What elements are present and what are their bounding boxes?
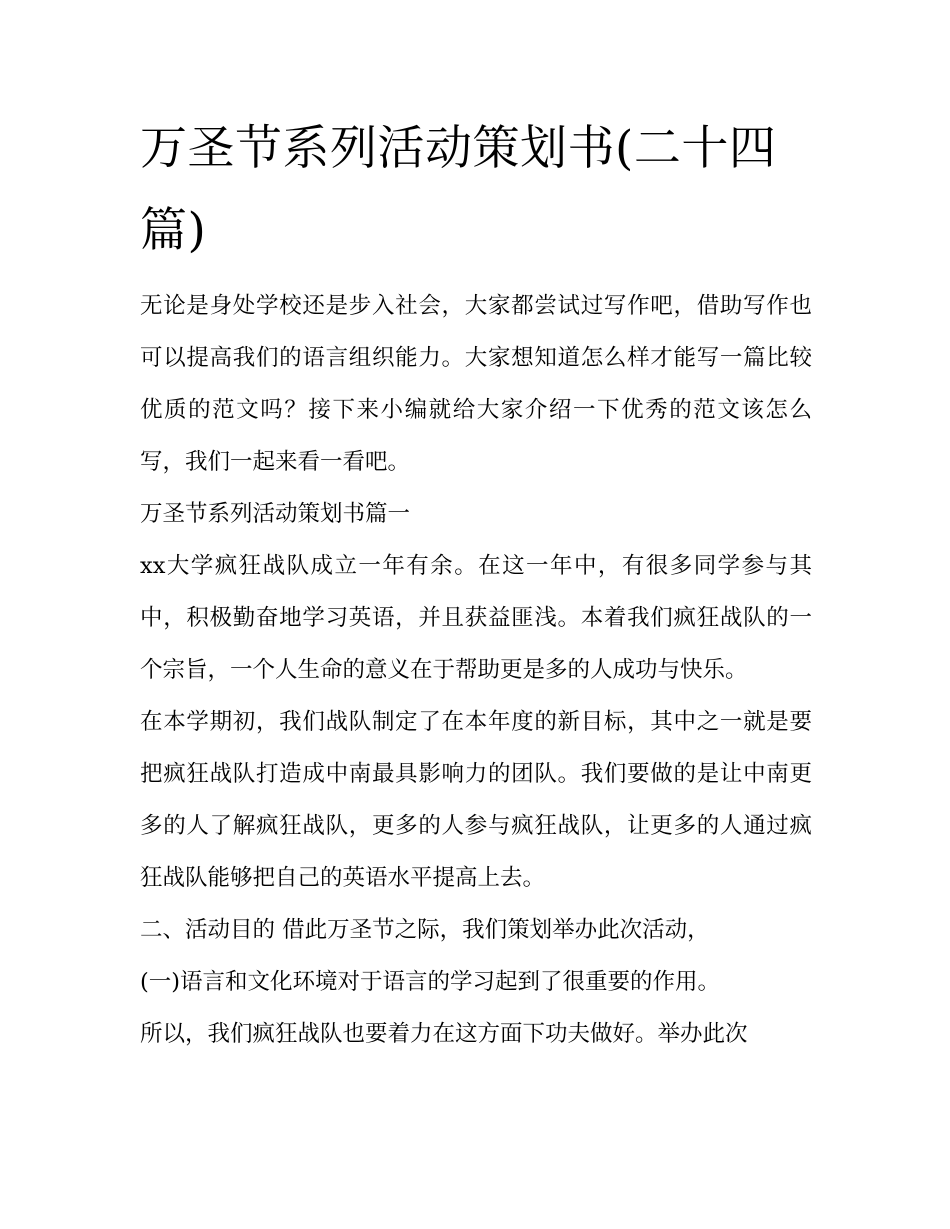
body-paragraph: 二、活动目的 借此万圣节之际，我们策划举办此次活动， [140, 917, 710, 943]
section-heading: 万圣节系列活动策划书篇一 [140, 501, 411, 527]
body-paragraph: (一)语言和文化环境对于语言的学习起到了很重要的作用。 [140, 969, 721, 995]
document-body [140, 280, 812, 1060]
body-paragraph: 在本学期初，我们战队制定了在本年度的新目标，其中之一就是要把疯狂战队打造成中南最具影响力的团队。我们要做的是让中南更多的人了解疯狂战队，更多的人参与疯狂战队，让更多的人通过疯狂战队能够把自己的英语水平提高上去。 [140, 709, 812, 891]
intro-paragraph: 无论是身处学校还是步入社会，大家都尝试过写作吧，借助写作也可以提高我们的语言组织能力。大家想知道怎么样才能写一篇比较优质的范文吗？接下来小编就给大家介绍一下优秀的范文该怎么写，我们一起来看一看吧。 [140, 293, 812, 475]
body-paragraph: xx大学疯狂战队成立一年有余。在这一年中，有很多同学参与其中，积极勤奋地学习英语，并且获益匪浅。本着我们疯狂战队的一个宗旨，一个人生命的意义在于帮助更是多的人成功与快乐。 [140, 553, 812, 683]
body-paragraph: 所以，我们疯狂战队也要着力在这方面下功夫做好。举办此次 [140, 1021, 748, 1047]
document-title: 万圣节系列活动策划书(二十四篇) [140, 121, 777, 258]
